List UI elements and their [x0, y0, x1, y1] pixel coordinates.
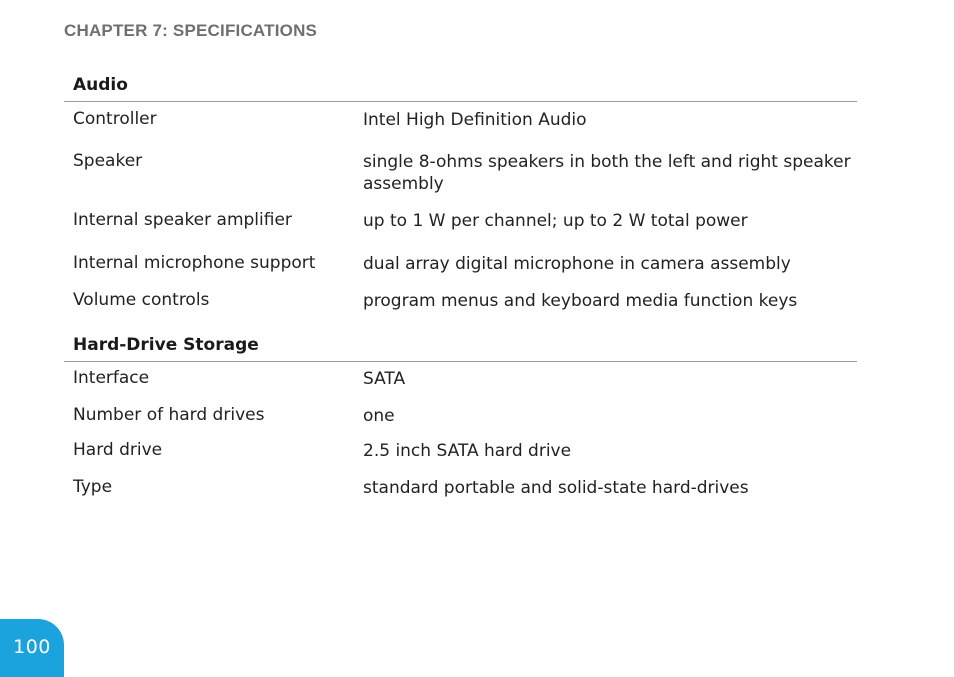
spec-label: Speaker [73, 151, 143, 171]
spec-label: Internal speaker amplifier [73, 210, 292, 230]
spec-value: Intel High Definition Audio [363, 110, 587, 130]
page-number: 100 [13, 636, 51, 658]
page-number-tab [0, 619, 64, 677]
section-title-hard-drive-storage: Hard-Drive Storage [73, 335, 259, 355]
spec-value: SATA [363, 369, 406, 389]
spec-value: up to 1 W per channel; up to 2 W total power [363, 211, 748, 231]
spec-value: 2.5 inch SATA hard drive [363, 441, 572, 461]
spec-label: Controller [73, 109, 157, 129]
spec-value: single 8-ohms speakers in both the left and right speaker assembly [363, 152, 851, 194]
spec-label: Number of hard drives [73, 405, 265, 425]
spec-value: standard portable and solid-state hard-drives [363, 478, 749, 498]
spec-label: Volume controls [73, 290, 210, 310]
spec-value: dual array digital microphone in camera assembly [363, 254, 791, 274]
section-divider [64, 101, 857, 102]
spec-value: one [363, 406, 395, 426]
spec-label: Type [73, 477, 113, 497]
spec-label: Internal microphone support [73, 253, 316, 273]
spec-label: Interface [73, 368, 150, 388]
section-divider [64, 361, 857, 362]
spec-label: Hard drive [73, 440, 163, 460]
spec-value: program menus and keyboard media function keys [363, 291, 798, 311]
section-title-audio: Audio [73, 75, 128, 95]
chapter-header: CHAPTER 7: SPECIFICATIONS [64, 21, 318, 40]
